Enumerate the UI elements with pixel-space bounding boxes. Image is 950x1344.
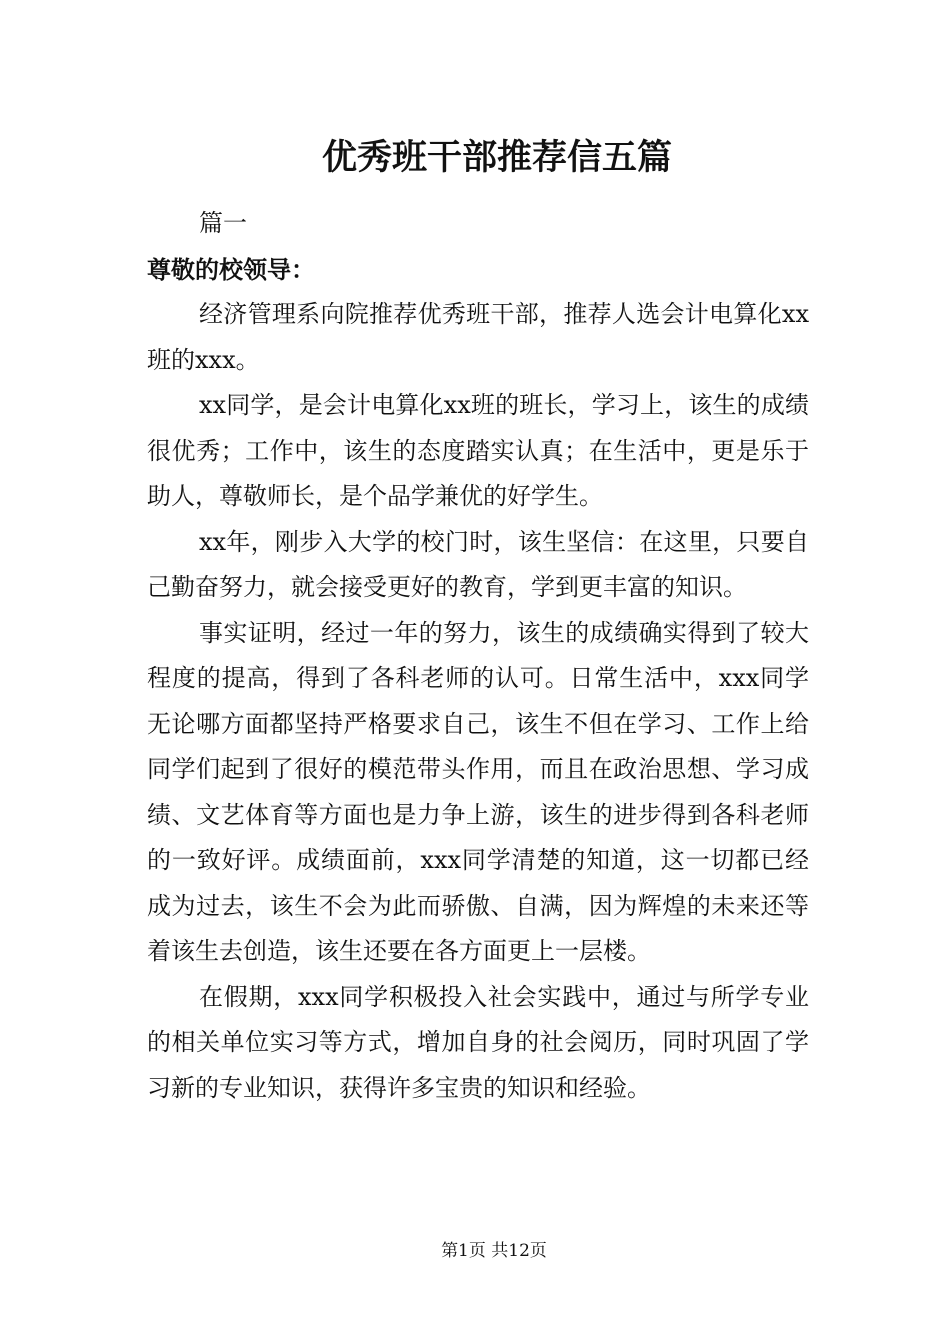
document-title: 优秀班干部推荐信五篇 [321, 137, 672, 178]
paragraph: xx年，刚步入大学的校门时，该生坚信：在这里，只要自己勤奋努力，就会接受更好的教育，学到更丰富的知识。 [147, 527, 809, 601]
paragraph: xx同学，是会计电算化xx班的班长，学习上，该生的成绩很优秀；工作中，该生的态度踏实认真；在生活中，更是乐于助人，尊敬师长，是个品学兼优的好学生。 [147, 391, 809, 510]
document-body [147, 201, 809, 1111]
paragraph: 经济管理系向院推荐优秀班干部，推荐人选会计电算化xx班的xxx。 [147, 300, 809, 374]
paragraph: 在假期，xxx同学积极投入社会实践中，通过与所学专业的相关单位实习等方式，增加自身的社会阅历，同时巩固了学习新的专业知识，获得许多宝贵的知识和经验。 [147, 982, 809, 1102]
section-label: 篇一 [199, 209, 247, 237]
salutation: 尊敬的校领导： [147, 254, 315, 284]
page-footer: 第1页 共12页 [441, 1241, 547, 1261]
paragraph: 事实证明，经过一年的努力，该生的成绩确实得到了较大程度的提高，得到了各科老师的认可。日常生活中，xxx同学无论哪方面都坚持严格要求自己，该生不但在学习、工作上给同学们起到了很好的模范带头作用，而且在政治思想、学习成绩、文艺体育等方面也是力争上游，该生的进步得到各科老师的一致好评。成绩面前，xxx同学清楚的知道，这一切都已经成为过去，该生不会为此而骄傲、自满，因为辉煌的未来还等着该生去创造，该生还要在各方面更上一层楼。 [147, 618, 809, 965]
